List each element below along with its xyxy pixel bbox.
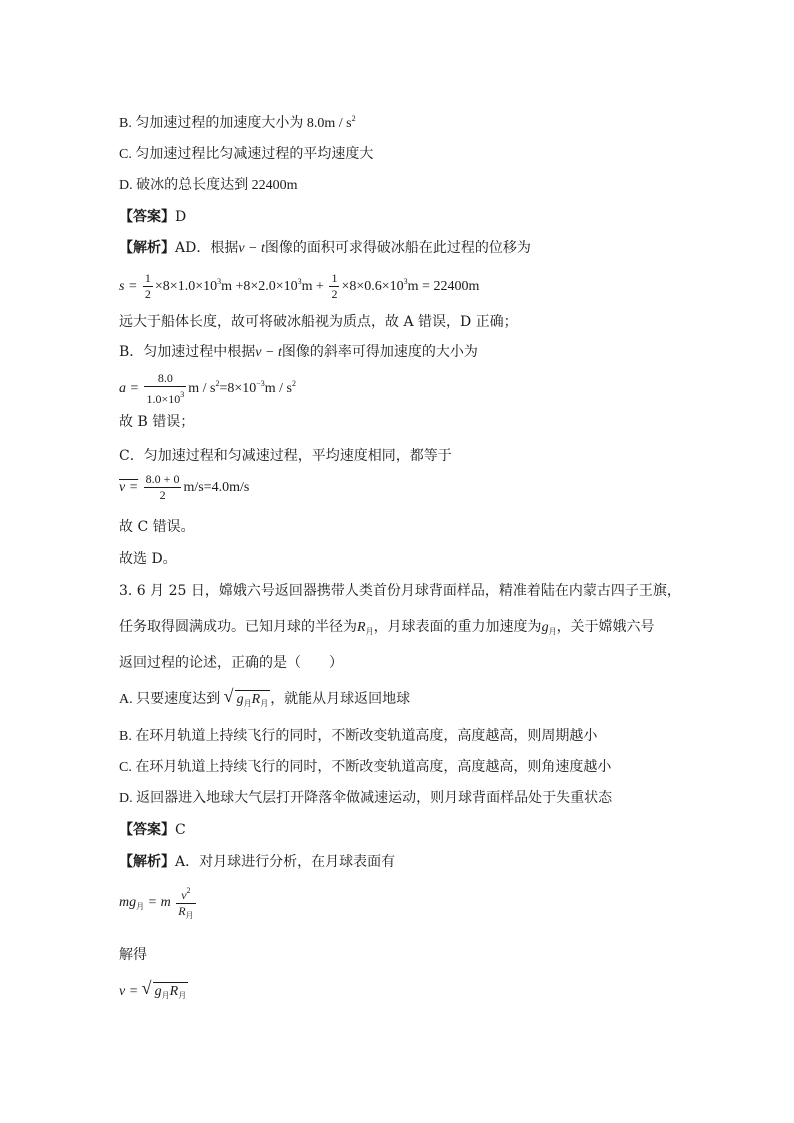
- eq1-term1-sup: 3: [217, 277, 222, 286]
- eq2-num: 8.0: [157, 370, 173, 385]
- eq1-term2-unit: m +: [301, 279, 324, 294]
- equation-5: [119, 978, 188, 1005]
- q3-line2b: ，月球表面的重力加速度为: [373, 619, 542, 635]
- q3-option-a: [119, 686, 411, 713]
- eq4-mg: mg: [119, 895, 137, 911]
- eq1-term2-sup: 3: [297, 277, 302, 286]
- analysis-1-vt: v − t: [238, 241, 265, 256]
- eq3-den: 2: [144, 487, 182, 503]
- eq2-frac: [144, 371, 186, 407]
- eq4-den-R: R: [178, 904, 186, 918]
- eq5-lhs: v =: [119, 984, 139, 999]
- line-b-intro-text: B．匀加速过程中根据: [119, 344, 256, 360]
- eq4-den-sub: 月: [185, 911, 194, 920]
- eq4-den: [176, 903, 195, 923]
- q3-option-a-text: A. 只要速度达到: [119, 692, 221, 707]
- q3-line2c: ，关于嫦娥六号: [556, 619, 655, 635]
- eq2-den-text: 1.0×10: [146, 391, 181, 406]
- eq1-lhs: s =: [119, 279, 138, 294]
- q3-gravity-sub: 月: [548, 627, 557, 636]
- option-b-sup: 2: [351, 114, 356, 123]
- answer-2: [119, 821, 186, 839]
- eq1-term2: m +8×2.0×10: [221, 279, 298, 294]
- q3-radius-sub: 月: [365, 627, 374, 636]
- option-c: C. 匀加速过程比匀减速过程的平均速度大: [119, 147, 374, 162]
- line-far: 远大于船体长度，故可将破冰船视为质点，故 A 错误，D 正确；: [119, 314, 518, 330]
- eq1-result: m = 22400m: [407, 279, 480, 294]
- eq3-lhs: v =: [119, 480, 139, 495]
- analysis-1-text2: 图像的面积可求得破冰船在此过程的位移为: [264, 240, 531, 256]
- eq3-num: 8.0 + 0: [145, 472, 180, 487]
- eq1-frac1: [143, 271, 153, 302]
- eq5-R-sub: 月: [178, 991, 187, 1000]
- line-b-rest: 图像的斜率可得加速度的大小为: [281, 344, 478, 360]
- q3-opt-a-R-sub: 月: [260, 699, 269, 708]
- eq2-unit2-sup: 2: [292, 379, 297, 388]
- equation-4: [119, 883, 198, 927]
- sqrt-icon: √: [141, 978, 152, 998]
- eq1-term3: ×8×0.6×10: [341, 279, 404, 294]
- eq3-rhs: m/s=4.0m/s: [183, 480, 250, 495]
- q3-line2a: 任务取得圆满成功。已知月球的半径为: [119, 619, 357, 635]
- q3-opt-a-g: g: [236, 692, 244, 707]
- analysis-1: [119, 239, 531, 258]
- option-b: [119, 110, 356, 133]
- question-3-line1: 3. 6 月 25 日，嫦娥六号返回器携带人类首份月球背面样品，精准着陆在内蒙古四子王旗，: [119, 583, 681, 599]
- eq2-value: =8×10: [219, 381, 257, 396]
- analysis-1-label: 【解析】: [119, 240, 175, 256]
- analysis-1-text: AD．根据: [175, 240, 239, 256]
- eq5-g-sub: 月: [161, 991, 170, 1000]
- question-3-line3: 返回过程的论述，正确的是（ ）: [119, 655, 343, 671]
- q3-gravity-symbol: g: [541, 620, 549, 635]
- q3-option-c: C. 在环月轨道上持续飞行的同时，不断改变轨道高度，高度越高，则角速度越小: [119, 760, 612, 775]
- q3-radius-symbol: R: [357, 620, 366, 635]
- equation-1: [119, 264, 479, 305]
- eq5-g: g: [154, 984, 162, 999]
- eq1-frac1-num: 1: [144, 271, 151, 286]
- eq4-eq: = m: [144, 895, 171, 911]
- eq3-frac: [144, 472, 182, 503]
- eq1-frac2-den: 2: [331, 287, 338, 302]
- q3-option-a-sqrt: [223, 686, 271, 713]
- answer-2-label: 【答案】: [119, 822, 175, 838]
- eq5-R: R: [169, 984, 179, 999]
- eq2-unit1-sup: 2: [215, 379, 220, 388]
- eq2-den-sup: 3: [180, 389, 185, 399]
- eq1-frac2: [329, 271, 339, 302]
- line-b-vt: v − t: [255, 345, 282, 360]
- q3-option-d: D. 返回器进入地球大气层打开降落伞做减速运动，则月球背面样品处于失重状态: [119, 791, 613, 806]
- eq2-unit2: m / s: [264, 381, 293, 396]
- equation-3: [119, 470, 249, 506]
- option-b-text: B. 匀加速过程的加速度大小为 8.0m / s: [119, 116, 352, 131]
- line-b-intro: [119, 343, 478, 362]
- eq5-sqrt: [141, 978, 189, 1005]
- equation-2: [119, 366, 296, 407]
- eq1-term3-sup: 3: [403, 277, 408, 286]
- eq2-lhs: a =: [119, 381, 139, 396]
- q3-opt-a-R: R: [251, 692, 261, 707]
- eq4-frac: [176, 883, 195, 923]
- answer-1-value: D: [175, 209, 187, 225]
- eq4-mg-sub: 月: [136, 902, 145, 912]
- answer-2-value: C: [175, 822, 186, 838]
- eq1-frac2-num: 1: [331, 271, 338, 286]
- eq4-num-sup: 2: [186, 886, 191, 895]
- eq4-num-v: v: [181, 888, 187, 902]
- q3-option-a-rest: ，就能从月球返回地球: [270, 692, 411, 707]
- eq4-num: [176, 883, 195, 903]
- q3-option-b: B. 在环月轨道上持续飞行的同时，不断改变轨道高度，高度越高，则周期越小: [119, 729, 598, 744]
- sqrt-icon: √: [223, 686, 234, 706]
- eq2-den: [144, 386, 186, 407]
- eq2-unit1: m / s: [188, 381, 216, 396]
- q3-opt-a-g-sub: 月: [243, 699, 252, 708]
- eq2-value-sup: −3: [256, 379, 265, 388]
- line-solve: 解得: [119, 947, 147, 963]
- line-b-wrong: 故 B 错误；: [119, 414, 195, 430]
- analysis-2-text: A．对月球进行分析，在月球表面有: [175, 854, 396, 870]
- analysis-2: [119, 853, 395, 871]
- answer-1: [119, 208, 186, 226]
- line-c-wrong: 故 C 错误。: [119, 519, 195, 535]
- question-3-line2: [119, 618, 655, 641]
- line-choose: 故选 D。: [119, 551, 177, 567]
- option-d: D. 破冰的总长度达到 22400m: [119, 178, 298, 193]
- line-c-intro: C．匀加速过程和匀减速过程，平均速度相同，都等于: [119, 448, 452, 464]
- answer-1-label: 【答案】: [119, 209, 175, 225]
- eq1-term1: ×8×1.0×10: [154, 279, 218, 294]
- eq1-frac1-den: 2: [144, 287, 151, 302]
- analysis-2-label: 【解析】: [119, 854, 175, 870]
